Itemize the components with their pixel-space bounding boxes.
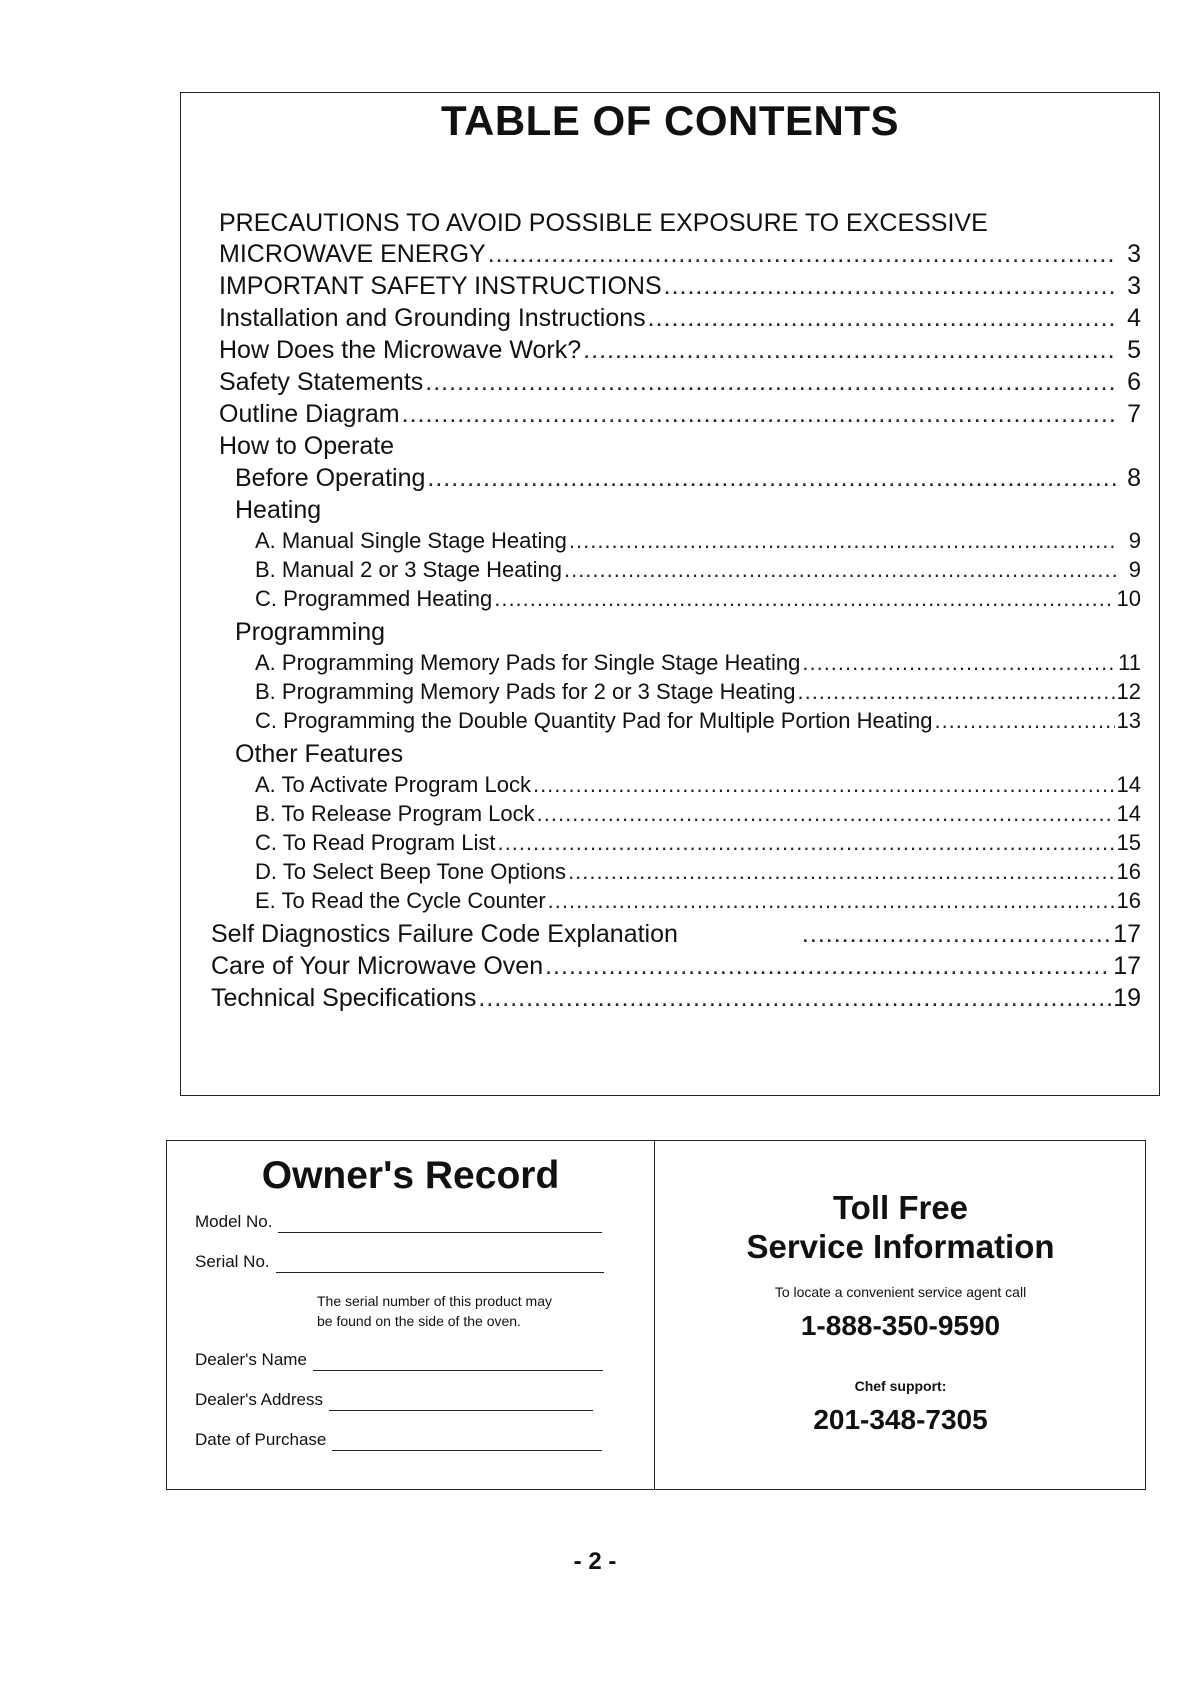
toc-entry-label: Care of Your Microwave Oven xyxy=(211,952,544,980)
serial-number-field[interactable] xyxy=(195,1251,604,1273)
chef-support-phone-number: 201-348-7305 xyxy=(813,1404,988,1435)
toc-entry-page: 8 xyxy=(1127,464,1141,492)
dealer-name-line[interactable] xyxy=(313,1354,603,1371)
owners-record-panel xyxy=(166,1140,1146,1490)
toc-entry xyxy=(255,678,1141,705)
toc-entry-page: 10 xyxy=(1116,586,1141,611)
dealer-name-label: Dealer's Name xyxy=(195,1350,307,1369)
dealer-address-label: Dealer's Address xyxy=(195,1390,323,1409)
toc-entry xyxy=(255,585,1141,612)
toc-entry-label: Before Operating xyxy=(235,464,426,492)
toc-entry-label: B. Manual 2 or 3 Stage Heating xyxy=(255,557,562,582)
toc-entry-page: 13 xyxy=(1116,708,1141,733)
date-of-purchase-label: Date of Purchase xyxy=(195,1430,327,1449)
toc-entry xyxy=(219,239,1141,269)
toc-entry-page: 14 xyxy=(1116,801,1141,826)
toc-entry-page: 15 xyxy=(1116,830,1141,855)
toc-entry xyxy=(255,771,1141,798)
toc-entry xyxy=(255,556,1141,583)
toc-subsection-heading xyxy=(235,739,1141,769)
toc-entry-page: 4 xyxy=(1127,304,1141,332)
dealer-address-field[interactable] xyxy=(195,1389,593,1411)
toc-subsection-heading xyxy=(235,495,1141,525)
toc-leader xyxy=(548,887,1115,914)
toc-leader xyxy=(569,527,1117,554)
toc-entry-label: C. Programming the Double Quantity Pad for Multiple Portion Heating xyxy=(255,708,933,733)
toc-entry xyxy=(211,951,1141,981)
toc-entry-label: Safety Statements xyxy=(219,368,424,396)
toc-entry xyxy=(255,649,1141,676)
toc-entry-page: 17 xyxy=(1113,920,1141,948)
toc-entry-label: Self Diagnostics Failure Code Explanation xyxy=(211,920,678,948)
toc-entry-label: A. Programming Memory Pads for Single Stage Heating xyxy=(255,650,801,675)
toc-leader xyxy=(537,800,1115,827)
date-of-purchase-field[interactable] xyxy=(195,1429,602,1451)
toc-entry xyxy=(219,271,1141,301)
toc-leader xyxy=(427,463,1117,493)
page-number: - 2 - xyxy=(573,1548,617,1575)
toc-entry-label: E. To Read the Cycle Counter xyxy=(255,888,546,913)
toc-entry xyxy=(211,983,1141,1013)
dealer-name-field[interactable] xyxy=(195,1349,603,1371)
service-phone-number: 1-888-350-9590 xyxy=(800,1310,1001,1341)
toc-entry-page: 16 xyxy=(1116,859,1141,884)
toc-entry xyxy=(219,303,1141,333)
toc-entry-label: How Does the Microwave Work? xyxy=(219,336,582,364)
service-title-line-1: Toll Free xyxy=(832,1189,969,1226)
toc-entry xyxy=(255,887,1141,914)
toc-leader xyxy=(488,239,1117,269)
toc-leader xyxy=(494,585,1114,612)
toc-entry-page: 19 xyxy=(1113,984,1141,1012)
toc-entry xyxy=(255,707,1141,734)
serial-number-line[interactable] xyxy=(276,1256,604,1273)
date-of-purchase-line[interactable] xyxy=(332,1434,602,1451)
toc-entry-label: B. To Release Program Lock xyxy=(255,801,535,826)
serial-note-line-1: The serial number of this product may xyxy=(317,1293,552,1309)
toc-leader xyxy=(802,919,1111,949)
toc-entry xyxy=(219,367,1141,397)
toc-entry-label: Technical Specifications xyxy=(211,984,477,1012)
toc-entry-label: B. Programming Memory Pads for 2 or 3 Stage Heating xyxy=(255,679,796,704)
toc-entry-page: 12 xyxy=(1116,679,1141,704)
toc-entry-label: IMPORTANT SAFETY INSTRUCTIONS xyxy=(219,272,662,300)
toc-entry xyxy=(211,919,1141,949)
toc-leader xyxy=(797,678,1114,705)
toc-section-heading xyxy=(219,431,1141,461)
toc-entry-label: MICROWAVE ENERGY xyxy=(219,240,486,268)
toc-entry-label: Other Features xyxy=(235,740,404,768)
model-number-line[interactable] xyxy=(278,1216,602,1233)
toc-entry-page: 9 xyxy=(1128,557,1141,582)
service-locate-text: To locate a convenient service agent call xyxy=(774,1284,1027,1300)
toc-entry xyxy=(219,335,1141,365)
serial-note-line-2: be found on the side of the oven. xyxy=(317,1313,521,1329)
toc-entry xyxy=(255,829,1141,856)
toc-entry-page: 17 xyxy=(1113,952,1141,980)
toc-leader xyxy=(402,399,1117,429)
toc-entry-label: Programming xyxy=(235,618,386,646)
toc-title: TABLE OF CONTENTS xyxy=(440,97,900,144)
toc-entry-page: 6 xyxy=(1127,368,1141,396)
toc-entry-page: 16 xyxy=(1116,888,1141,913)
toc-entry xyxy=(255,800,1141,827)
serial-number-label: Serial No. xyxy=(195,1252,270,1271)
toc-entry-label: Installation and Grounding Instructions xyxy=(219,304,646,332)
toc-entry-page: 3 xyxy=(1127,272,1141,300)
chef-support-label: Chef support: xyxy=(854,1378,947,1394)
toc-entry-label: How to Operate xyxy=(219,432,395,460)
toc-leader xyxy=(648,303,1117,333)
serial-number-note xyxy=(317,1291,637,1331)
toc-leader xyxy=(564,556,1117,583)
toc-leader xyxy=(583,335,1117,365)
toc-entry-precautions-line1: PRECAUTIONS TO AVOID POSSIBLE EXPOSURE TO EXCESSIVE xyxy=(219,209,988,237)
toc-entry xyxy=(255,527,1141,554)
toc-entry-label: Heating xyxy=(235,496,322,524)
toc-entry-label: C. To Read Program List xyxy=(255,830,496,855)
toc-leader xyxy=(568,858,1114,885)
toc-entry-label: C. Programmed Heating xyxy=(255,586,493,611)
toc-entry-label: A. Manual Single Stage Heating xyxy=(255,528,567,553)
toc-entry xyxy=(235,463,1141,493)
toc-leader xyxy=(425,367,1117,397)
model-number-field[interactable] xyxy=(195,1211,602,1233)
toc-subsection-heading xyxy=(235,617,1141,647)
toc-leader xyxy=(545,951,1111,981)
toc-leader xyxy=(934,707,1114,734)
toc-leader xyxy=(533,771,1115,798)
toc-leader xyxy=(497,829,1114,856)
model-number-label: Model No. xyxy=(195,1212,273,1231)
dealer-address-line[interactable] xyxy=(329,1394,593,1411)
toc-entry-page: 14 xyxy=(1116,772,1141,797)
toc-entry-page: 7 xyxy=(1127,400,1141,428)
toc-entry xyxy=(255,858,1141,885)
service-title-line-2: Service Information xyxy=(746,1228,1055,1265)
toc-entry-label: D. To Select Beep Tone Options xyxy=(255,859,567,884)
toc-entry xyxy=(219,399,1141,429)
toc-entry-page: 5 xyxy=(1127,336,1141,364)
toc-entry-page: 11 xyxy=(1118,650,1141,675)
toc-leader xyxy=(802,649,1116,676)
toc-leader xyxy=(478,983,1111,1013)
toc-entry-label: A. To Activate Program Lock xyxy=(255,772,531,797)
owners-record-title: Owner's Record xyxy=(261,1154,560,1197)
toc-entry-page: 9 xyxy=(1128,528,1141,553)
toc-entry-label: Outline Diagram xyxy=(219,400,400,428)
table-of-contents xyxy=(180,92,1160,1096)
toc-entry-page: 3 xyxy=(1127,240,1141,268)
toc-leader xyxy=(664,271,1117,301)
